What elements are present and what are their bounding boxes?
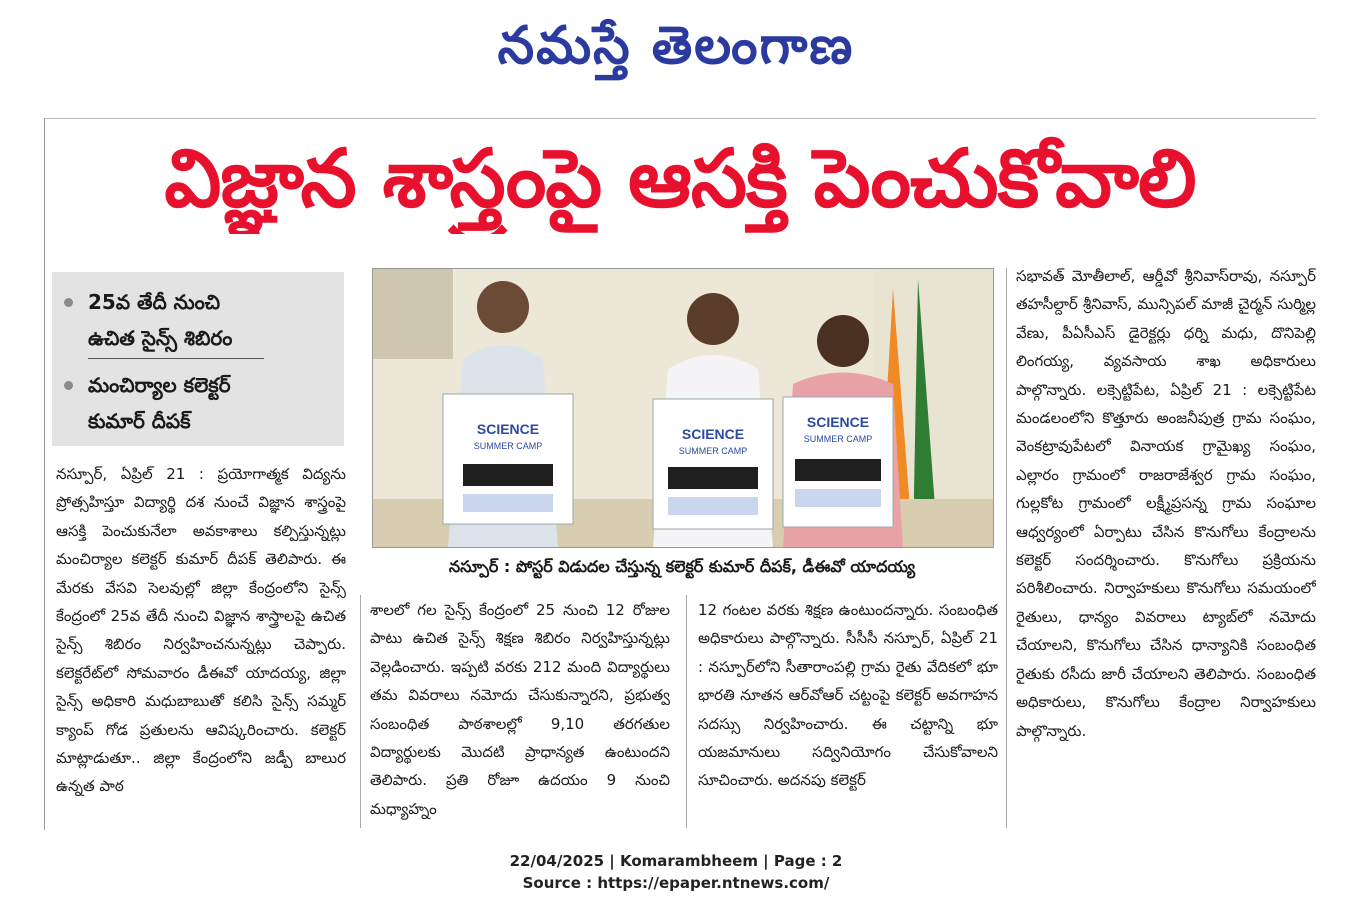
highlight-item xyxy=(52,284,344,359)
poster-subtitle: SUMMER CAMP xyxy=(803,434,873,444)
bullet-icon xyxy=(64,381,73,390)
photo-illustration xyxy=(373,269,993,547)
article-headline: విజ్ఞాన శాస్త్రంపై ఆసక్తి పెంచుకోవాలి xyxy=(164,132,1196,225)
highlight-item xyxy=(52,367,344,439)
poster-title: SCIENCE xyxy=(806,414,870,430)
bullet-icon xyxy=(64,298,73,307)
article-column-1 xyxy=(56,460,346,828)
article-column-4 xyxy=(1016,262,1316,828)
poster-subtitle: SUMMER CAMP xyxy=(473,441,543,451)
column-divider xyxy=(1006,268,1007,828)
poster-title: SCIENCE xyxy=(681,426,745,442)
highlight-line: కుమార్ దీపక్ xyxy=(88,409,191,433)
poster-title: SCIENCE xyxy=(476,421,540,437)
article-frame-top xyxy=(44,118,1316,119)
poster xyxy=(783,397,893,527)
news-photo xyxy=(372,268,994,548)
article-text: శాలలో గల సైన్స్ కేంద్రంలో 25 నుంచి 12 రోజుల పాటు ఉచిత సైన్స్ శిక్షణ శిబిరం నిర్వహిస్తున్నట్లు వెల్లడించారు. ఇప్పటి వరకు 212 మంది విద్యార్థులు తమ వివరాలు నమోదు చేసుకున్నారని, ప్రభుత్వ సంబంధిత పాఠశాలల్లో 9,10 తరగతుల విద్యార్థులకు మొదటి ప్రాధాన్యత ఉంటుందని తెలిపారు. ప్రతి రోజూ ఉదయం 9 నుంచి మధ్యాహ్నం xyxy=(370,601,670,818)
article-text: సభావత్ మోతీలాల్, ఆర్డీవో శ్రీనివాస్‌రావు, నస్పూర్ తహసీల్దార్ శ్రీనివాస్, మున్సిపల్ మాజీ చైర్మన్ సుర్మిల్ల వేణు, పీఏసీఎస్ డైరెక్టర్లు ధర్ని మధు, దొనిపెల్లి లింగయ్య, వ్యవసాయ శాఖ అధికారులు పాల్గొన్నారు. లక్సెట్టిపేట, ఏప్రిల్ 21 : లక్సెట్టిపేట మండలంలోని కొత్తూరు అంజనీపుత్ర గ్రామ సంఘం, వెంకట్రావుపేటలో వినాయక గ్రామైఖ్య సంఘం, ఎల్లారం గ్రామంలో రాజరాజేశ్వర గ్రామ సంఘం, గుల్లకోట గ్రామంలో లక్ష్మీప్రసన్న గ్రామ సంఘాల ఆధ్వర్యంలో ఏర్పాటు చేసిన కొనుగోలు కేంద్రాలను కలెక్టర్ సందర్శించారు. కొనుగోలు ప్రక్రియను పరిశీలించారు. నిర్వాహకులు కొనుగోలు సమయంలో రైతులు, ధాన్యం వివరాలు ట్యాబ్‌లో నమోదు చేయాలని, కొనుగోలు చేసిన ధాన్యానికి సంబంధిత రైతుకు రసీదు జారీ చేయాలని తెలిపారు. సంబంధిత అధికారులు, కొనుగోలు కేంద్రాల నిర్వాహకులు పాల్గొన్నారు. xyxy=(1016,267,1316,740)
photo-caption: నస్పూర్ : పోస్టర్ విడుదల చేస్తున్న కలెక్టర్ కుమార్ దీపక్, డీఈవో యాదయ్య xyxy=(448,557,916,576)
footer-date-edition: 22/04/2025 | Komarambheem | Page : 2 xyxy=(509,852,843,870)
highlights-box xyxy=(52,272,344,446)
highlight-line: ఉచిత సైన్స్ శిబిరం xyxy=(88,326,233,350)
article-column-2 xyxy=(370,596,670,828)
highlight-line: మంచిర్యాల కలెక్టర్ xyxy=(88,373,231,397)
highlight-line: 25వ తేదీ నుంచి xyxy=(88,290,221,314)
article-text: నస్పూర్, ఏప్రిల్ 21 : ప్రయోగాత్మక విద్యను ప్రోత్సహిస్తూ విద్యార్థి దశ నుంచే విజ్ఞాన శాస్త్రంపై ఆసక్తి పెంచుకునేలా అవకాశాలు కల్పిస్తున్నట్లు మంచిర్యాల కలెక్టర్ కుమార్ దీపక్ తెలిపారు. ఈ మేరకు వేసవి సెలవుల్లో జిల్లా కేంద్రంలోని సైన్స్ కేంద్రంలో 25వ తేదీ నుంచి విజ్ఞాన శాస్త్రాలపై ఉచిత సైన్స్ శిబిరం నిర్వహించనున్నట్లు చెప్పారు. కలెక్టరేట్‌లో సోమవారం డీఈవో యాదయ్య, జిల్లా సైన్స్ అధికారి మధుబాబుతో కలిసి సైన్స్ సమ్మర్ క్యాంప్ గోడ ప్రతులను ఆవిష్కరించారు. కలెక్టర్ మాట్లాడుతూ.. జిల్లా కేంద్రంలోని జడ్పీ బాలుర ఉన్నత పాఠ xyxy=(56,465,346,796)
divider xyxy=(88,358,264,359)
article-column-3 xyxy=(698,596,998,828)
article-text: 12 గంటల వరకు శిక్షణ ఉంటుందన్నారు. సంబంధిత అధికారులు పాల్గొన్నారు. సీసీసీ నస్పూర్, ఏప్రిల్ 21 : నస్పూర్‌లోని సీతారాంపల్లి గ్రామ రైతు వేదికలో భూ భారతి నూతన ఆర్‌వోఆర్ చట్టంపై కలెక్టర్ అవగాహన సదస్సు నిర్వహించారు. ఈ చట్టాన్ని భూ యజమానులు సద్వినియోగం చేసుకోవాలని సూచించారు. అదనపు కలెక్టర్ xyxy=(698,601,998,790)
column-divider xyxy=(686,595,687,828)
poster-subtitle: SUMMER CAMP xyxy=(678,446,748,456)
masthead-logo: నమస్తే తెలంగాణ xyxy=(497,15,855,76)
poster xyxy=(443,394,573,524)
footer-source: Source : https://epaper.ntnews.com/ xyxy=(522,874,830,892)
column-divider xyxy=(360,595,361,828)
poster xyxy=(653,399,773,529)
